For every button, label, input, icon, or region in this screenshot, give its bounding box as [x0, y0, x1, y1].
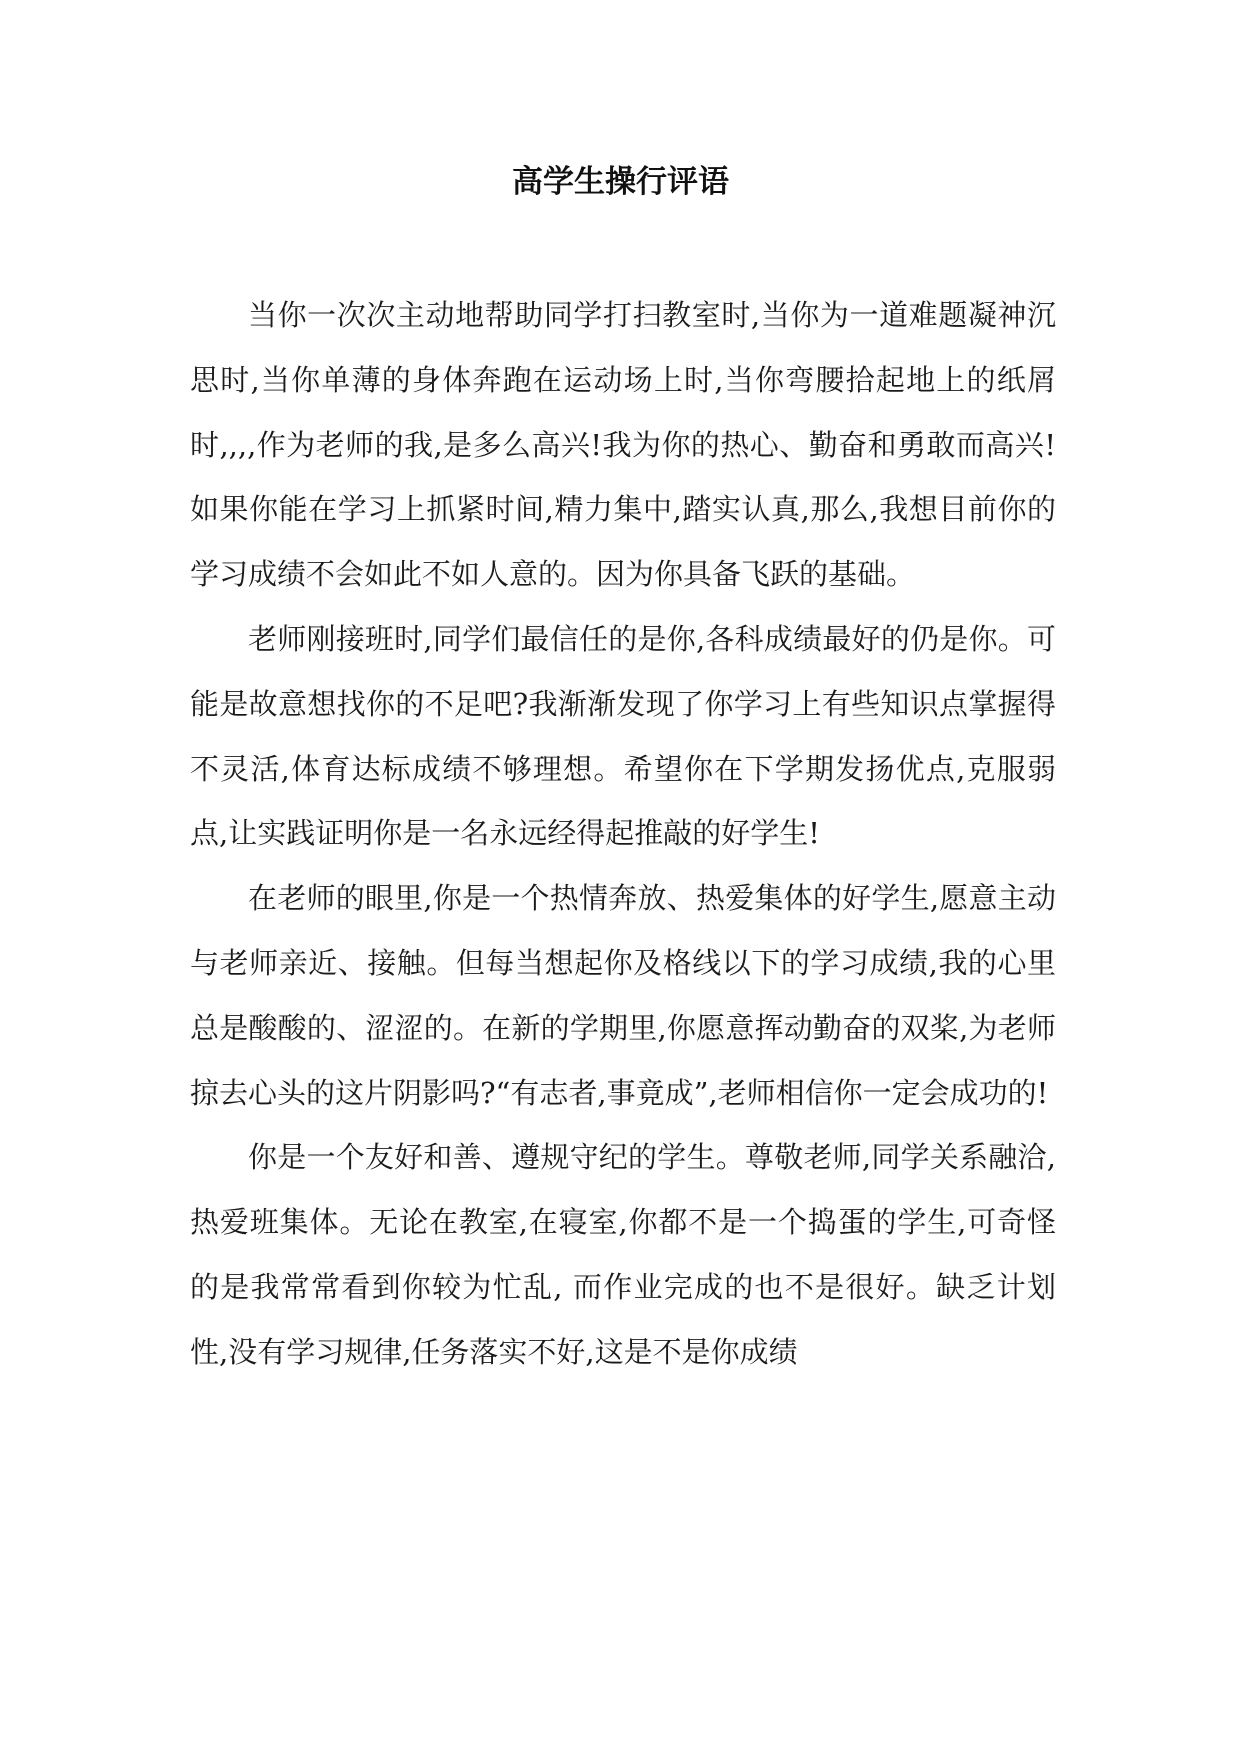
document-title: 高学生操行评语: [512, 164, 729, 200]
paragraph-3: 在老师的眼里,你是一个热情奔放、热爱集体的好学生,愿意主动与老师亲近、接触。但每当想起你及格线以下的学习成绩,我的心里总是酸酸的、涩涩的。在新的学期里,你愿意挥动勤奋的双桨,为老师掠去心头的这片阴影吗?“有志者,事竟成”,老师相信你一定会成功的!: [190, 881, 1056, 1110]
paragraph-2: 老师刚接班时,同学们最信任的是你,各科成绩最好的仍是你。可能是故意想找你的不足吧?我渐渐发现了你学习上有些知识点掌握得不灵活,体育达标成绩不够理想。希望你在下学期发扬优点,克服弱点,让实践证明你是一名永远经得起推敲的好学生!: [190, 621, 1056, 851]
paragraph-4: 你是一个友好和善、遵规守纪的学生。尊敬老师,同学关系融洽,热爱班集体。无论在教室,在寝室,你都不是一个捣蛋的学生,可奇怪的是我常常看到你较为忙乱, 而作业完成的也不是很好。缺乏计划性,没有学习规律,任务落实不好,这是不是你成绩: [190, 1140, 1056, 1369]
document-body: [190, 283, 1056, 1385]
paragraph-1: 当你一次次主动地帮助同学打扫教室时,当你为一道难题凝神沉思时,当你单薄的身体奔跑在运动场上时,当你弯腰拾起地上的纸屑时,,,,作为老师的我,是多么高兴!我为你的热心、勤奋和勇敢而高兴!如果你能在学习上抓紧时间,精力集中,踏实认真,那么,我想目前你的学习成绩不会如此不如人意的。因为你具备飞跃的基础。: [190, 298, 1056, 592]
